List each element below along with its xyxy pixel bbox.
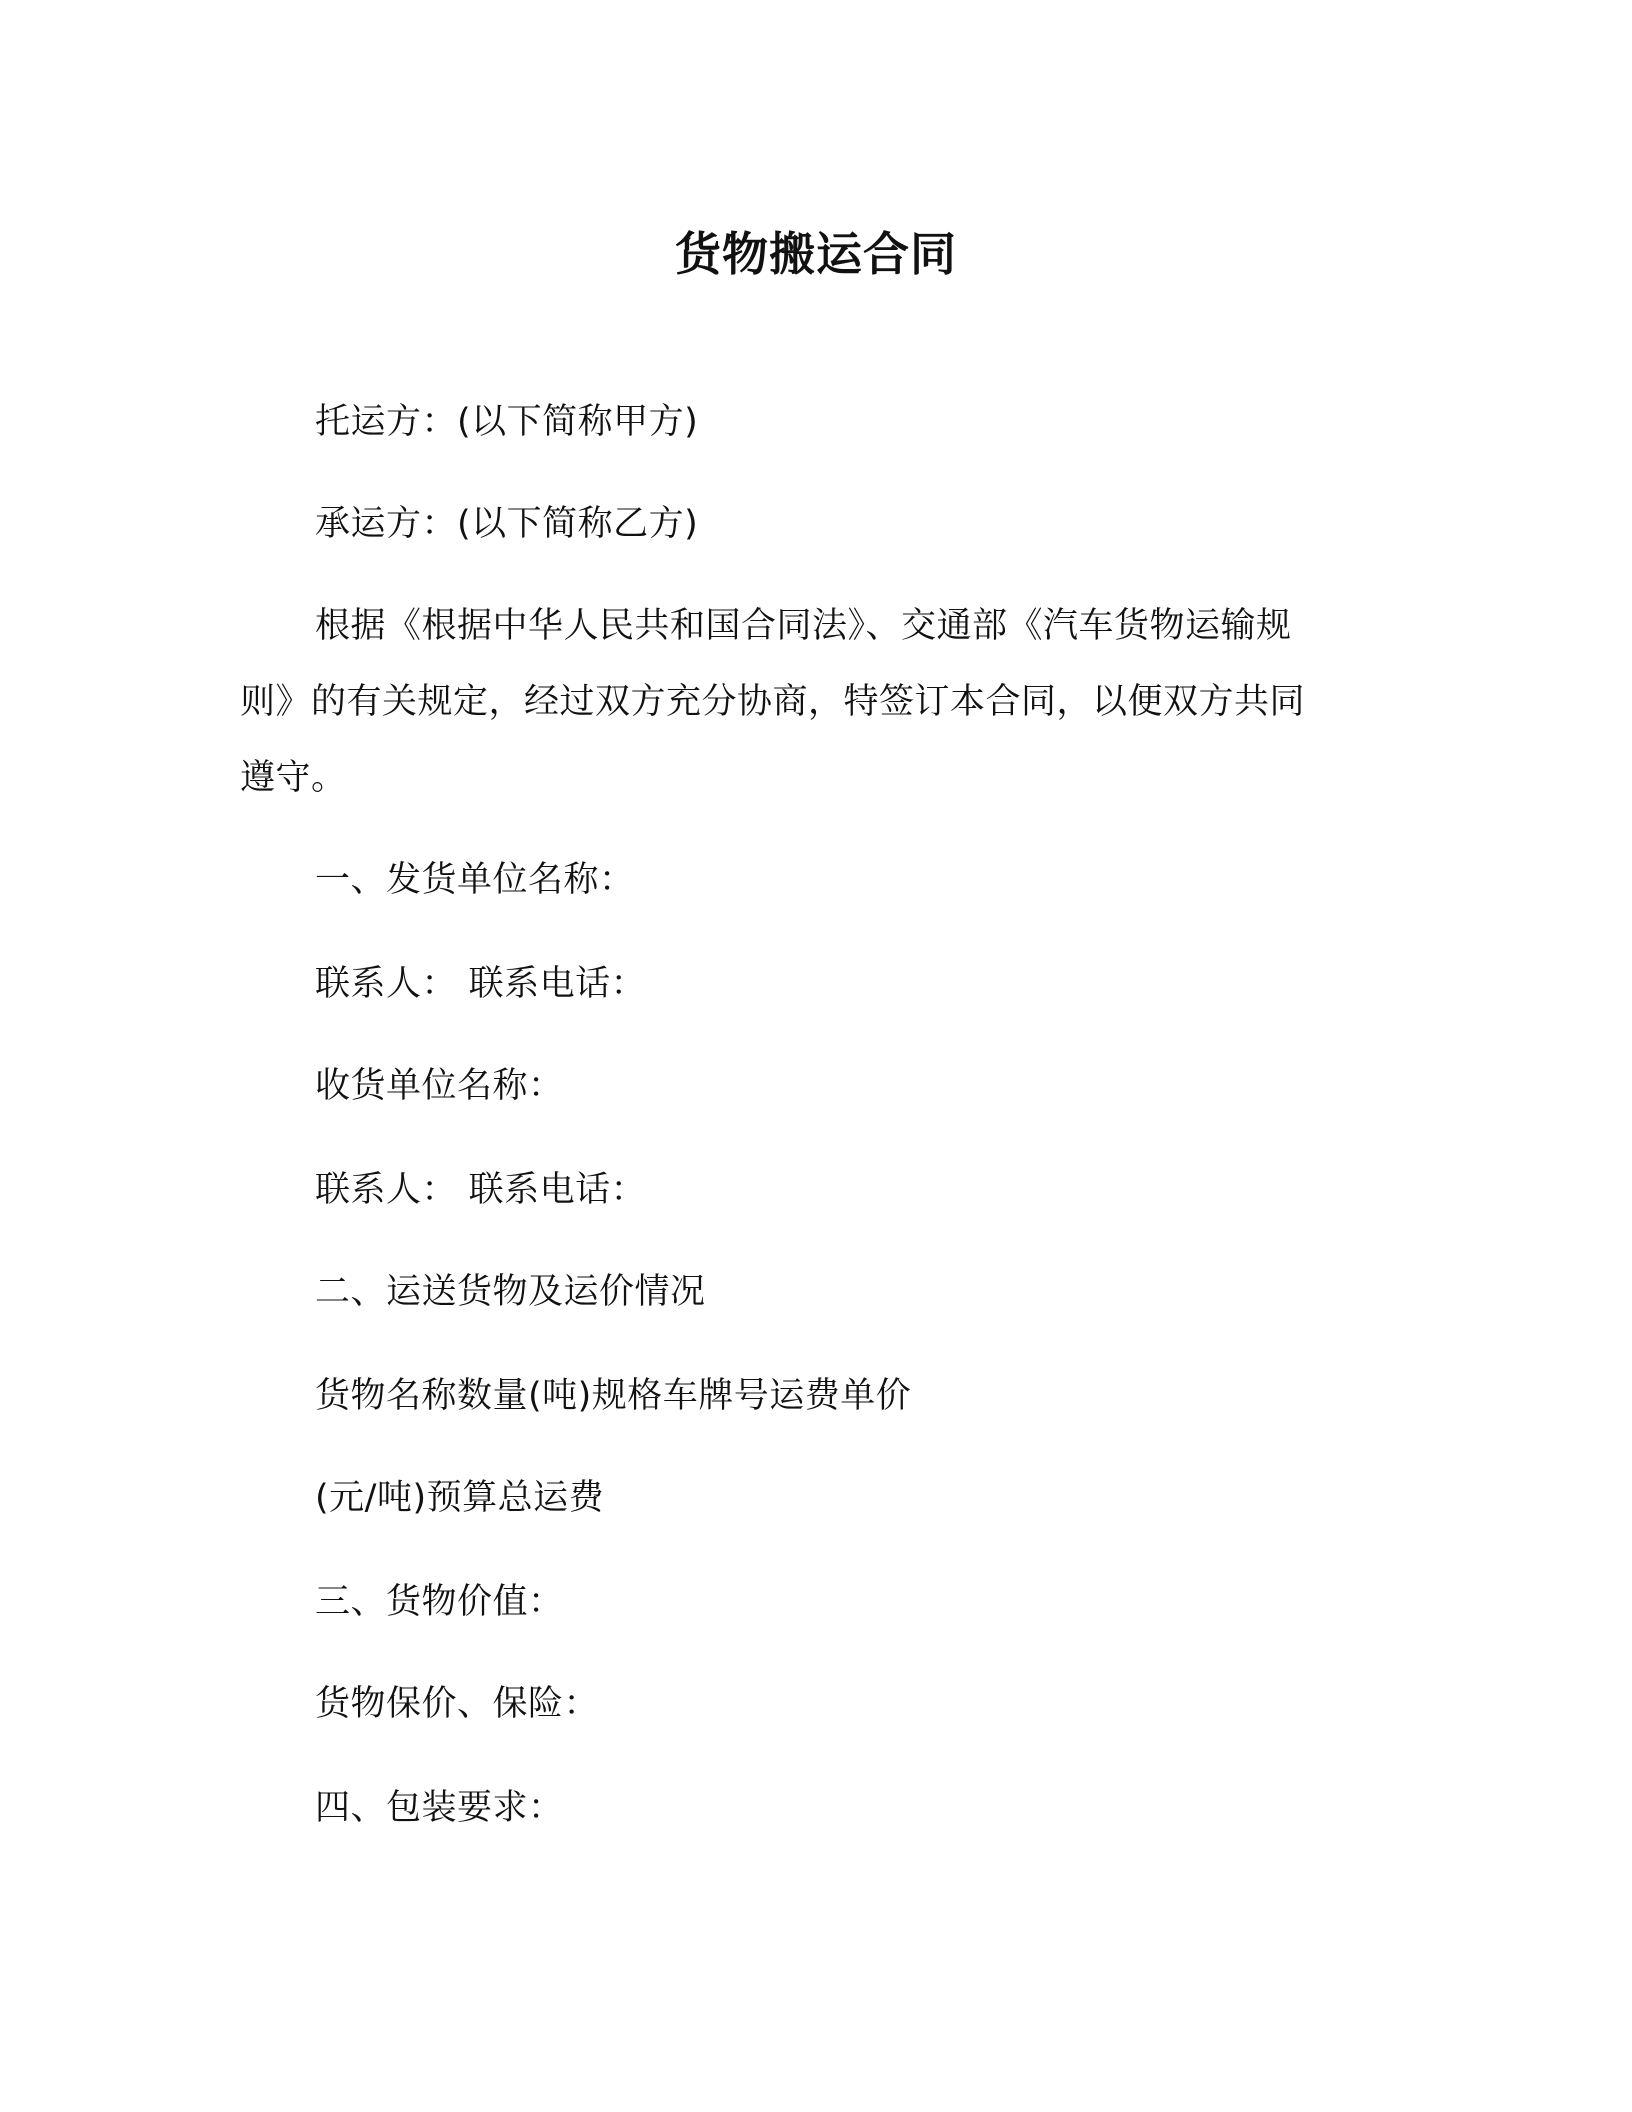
section3-heading: 三、货物价值：	[315, 1582, 564, 1622]
preamble-line-3: 遵守。	[240, 758, 347, 798]
section4-heading: 四、包装要求：	[315, 1788, 564, 1828]
document-title: 货物搬运合同	[675, 227, 957, 281]
insurance-line: 货物保价、保险：	[315, 1684, 600, 1724]
goods-columns-line-1: 货物名称数量(吨)规格车牌号运费单价	[315, 1376, 912, 1416]
receiver-contact-line: 联系人： 联系电话：	[315, 1170, 647, 1210]
sender-contact-line: 联系人： 联系电话：	[315, 964, 647, 1004]
preamble-line-2: 则》的有关规定，经过双方充分协商，特签订本合同，以便双方共同	[240, 682, 1306, 722]
goods-columns-line-2: (元/吨)预算总运费	[315, 1478, 605, 1518]
preamble-line-1: 根据《根据中华人民共和国合同法》、交通部《汽车货物运输规	[315, 606, 1292, 646]
party-b-line: 承运方：(以下简称乙方)	[315, 504, 699, 544]
receiver-name-line: 收货单位名称：	[315, 1066, 564, 1106]
party-a-line: 托运方：(以下简称甲方)	[315, 402, 699, 442]
section2-heading: 二、运送货物及运价情况	[315, 1272, 706, 1312]
section1-heading: 一、发货单位名称：	[315, 860, 635, 900]
